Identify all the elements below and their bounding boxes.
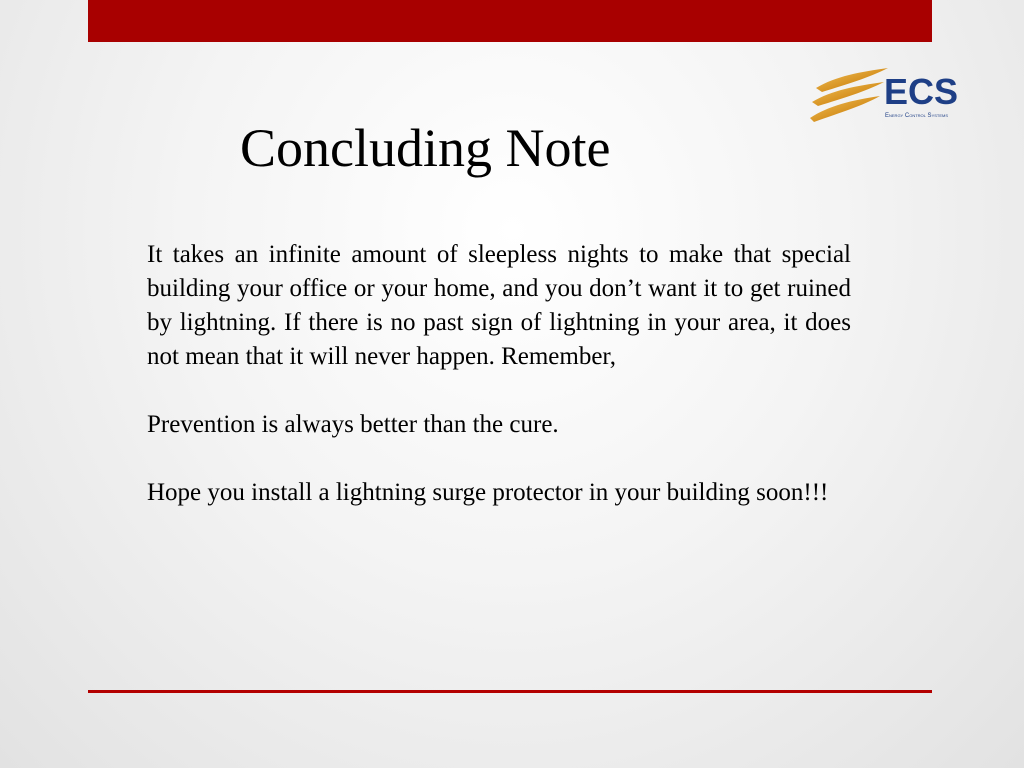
body-paragraph-2: Prevention is always better than the cure. [147, 411, 559, 438]
logo-text: ECS [884, 71, 959, 112]
logo-tagline: Energy Control Systems [885, 113, 949, 119]
slide-body [147, 238, 851, 544]
slide-title: Concluding Note [240, 118, 611, 178]
swoosh-logo-icon [808, 66, 890, 126]
body-paragraph-1: It takes an infinite amount of sleepless nights to make that special building your office or your home, and you don’t want it to get ruined by lightning. If there is no past sign of lightning in your area, it does not mean that it will never happen. Remember, [147, 241, 851, 370]
top-accent-bar [88, 0, 932, 42]
body-paragraph-3: Hope you install a lightning surge protector in your building soon!!! [147, 479, 829, 506]
bottom-divider [88, 690, 932, 693]
ecs-logo [808, 66, 978, 128]
